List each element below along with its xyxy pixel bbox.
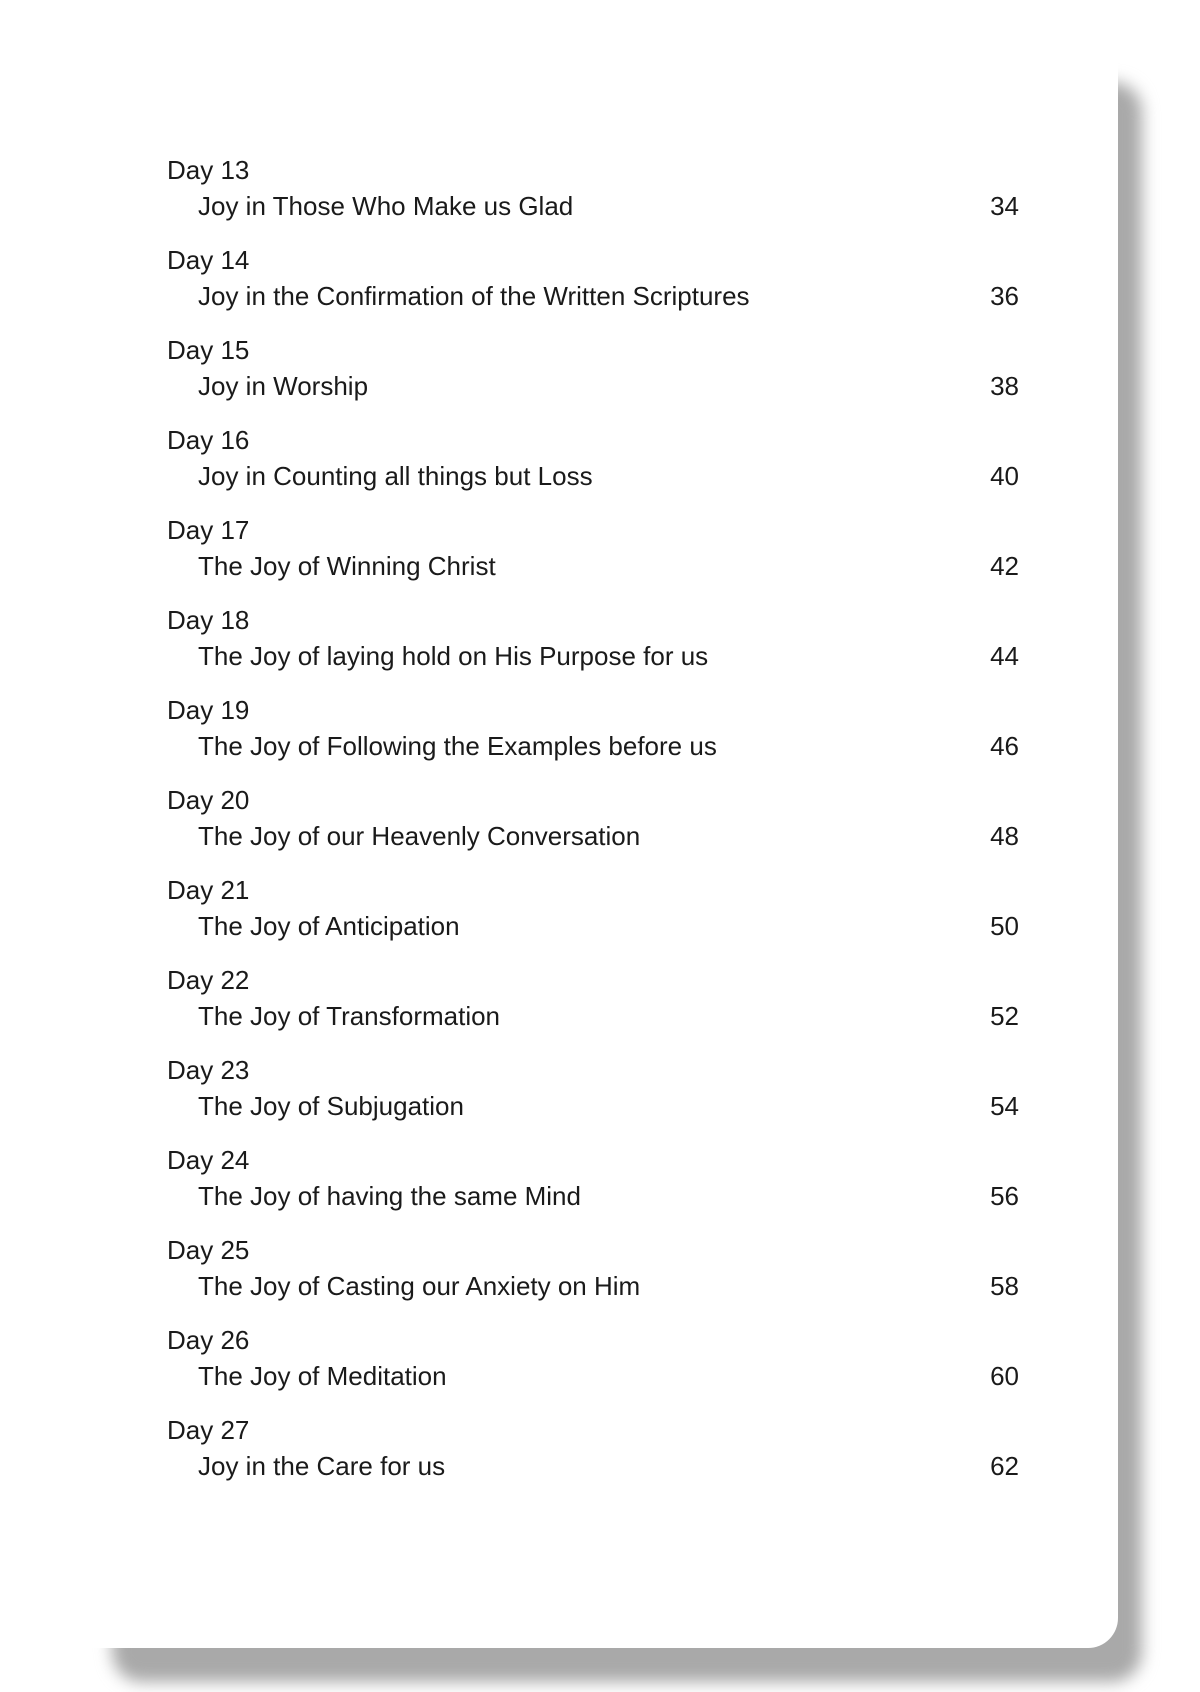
- toc-entry-title: The Joy of Casting our Anxiety on Him: [198, 1271, 641, 1301]
- toc-day-label: Day 23: [167, 1055, 250, 1085]
- table-of-contents: [167, 150, 1019, 1500]
- toc-day-label: Day 18: [167, 605, 250, 635]
- toc-page-number: 40: [990, 461, 1019, 491]
- toc-entry: [167, 1140, 1019, 1230]
- toc-day-label: Day 22: [167, 965, 250, 995]
- toc-entry: [167, 1320, 1019, 1410]
- toc-page-number: 52: [990, 1001, 1019, 1031]
- toc-entry: [167, 330, 1019, 420]
- toc-day-label: Day 15: [167, 335, 250, 365]
- toc-entry: [167, 600, 1019, 690]
- toc-page-number: 50: [990, 911, 1019, 941]
- toc-entry: [167, 420, 1019, 510]
- toc-page-number: 34: [990, 191, 1019, 221]
- toc-entry: [167, 1410, 1019, 1500]
- toc-entry-title: The Joy of Following the Examples before us: [198, 731, 717, 761]
- toc-entry: [167, 1230, 1019, 1320]
- toc-entry: [167, 960, 1019, 1050]
- toc-page-number: 44: [990, 641, 1019, 671]
- toc-day-label: Day 16: [167, 425, 250, 455]
- toc-day-label: Day 27: [167, 1415, 250, 1445]
- toc-page-number: 46: [990, 731, 1019, 761]
- toc-entry-title: Joy in Worship: [198, 371, 369, 401]
- toc-day-label: Day 21: [167, 875, 250, 905]
- toc-entry: [167, 1050, 1019, 1140]
- toc-page-number: 60: [990, 1361, 1019, 1391]
- toc-entry-title: The Joy of Meditation: [198, 1361, 447, 1391]
- toc-page-number: 36: [990, 281, 1019, 311]
- toc-page-number: 58: [990, 1271, 1019, 1301]
- toc-entry-title: Joy in Those Who Make us Glad: [198, 191, 574, 221]
- toc-entry-title: Joy in Counting all things but Loss: [198, 461, 593, 491]
- toc-day-label: Day 25: [167, 1235, 250, 1265]
- toc-entry-title: The Joy of our Heavenly Conversation: [198, 821, 641, 851]
- toc-page-number: 48: [990, 821, 1019, 851]
- toc-entry-title: The Joy of having the same Mind: [198, 1181, 581, 1211]
- toc-day-label: Day 14: [167, 245, 250, 275]
- toc-page-number: 54: [990, 1091, 1019, 1121]
- toc-entry-title: Joy in the Care for us: [198, 1451, 446, 1481]
- toc-page-number: 38: [990, 371, 1019, 401]
- toc-entry: [167, 240, 1019, 330]
- toc-entry-title: The Joy of Anticipation: [198, 911, 460, 941]
- toc-entry: [167, 510, 1019, 600]
- toc-day-label: Day 17: [167, 515, 250, 545]
- toc-entry-title: The Joy of Winning Christ: [198, 551, 496, 581]
- toc-page-number: 62: [990, 1451, 1019, 1481]
- toc-day-label: Day 20: [167, 785, 250, 815]
- toc-entry: [167, 150, 1019, 240]
- toc-entry-title: The Joy of laying hold on His Purpose for us: [198, 641, 709, 671]
- toc-entry: [167, 870, 1019, 960]
- toc-entry: [167, 690, 1019, 780]
- toc-page-number: 42: [990, 551, 1019, 581]
- toc-day-label: Day 24: [167, 1145, 250, 1175]
- toc-entry-title: Joy in the Confirmation of the Written Scriptures: [198, 281, 750, 311]
- toc-entry: [167, 780, 1019, 870]
- toc-day-label: Day 13: [167, 155, 250, 185]
- toc-entry-title: The Joy of Subjugation: [198, 1091, 464, 1121]
- toc-entry-title: The Joy of Transformation: [198, 1001, 501, 1031]
- toc-day-label: Day 26: [167, 1325, 250, 1355]
- toc-page-number: 56: [990, 1181, 1019, 1211]
- toc-day-label: Day 19: [167, 695, 250, 725]
